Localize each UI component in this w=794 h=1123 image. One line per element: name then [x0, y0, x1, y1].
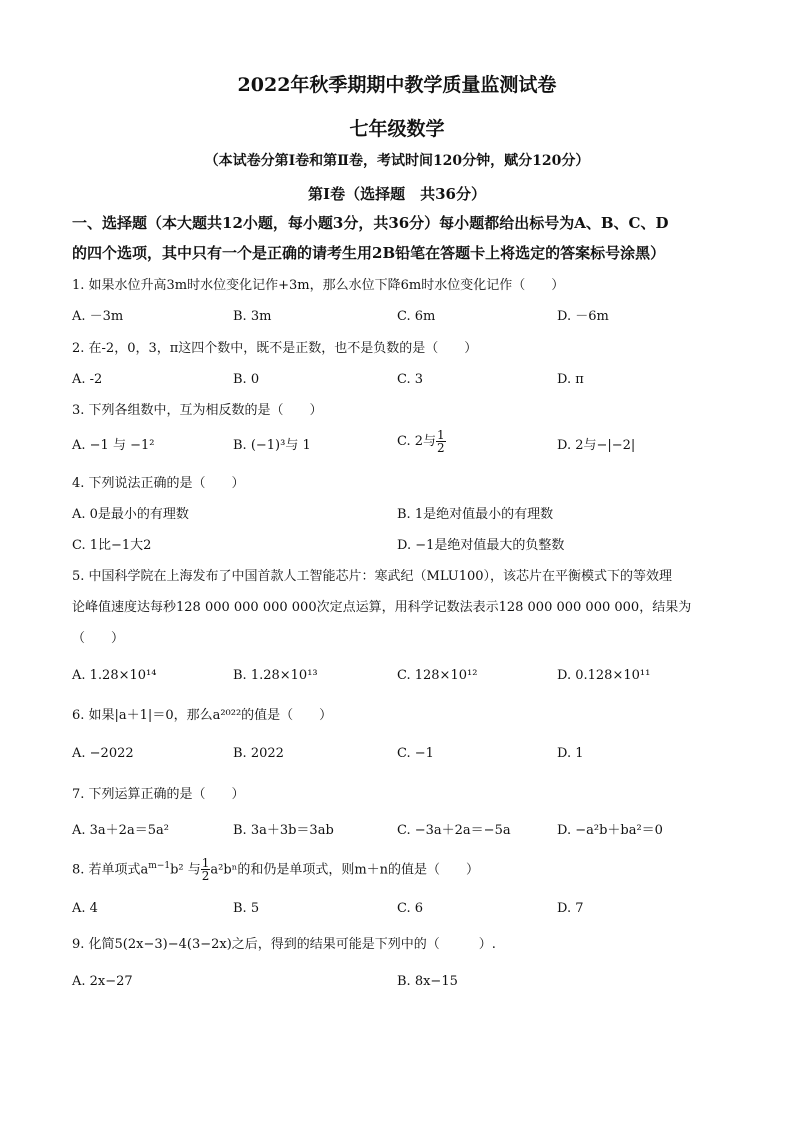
question-2-option-b: B. 0 — [233, 372, 260, 387]
question-8-option-b: B. 5 — [233, 901, 260, 916]
question-3-option-a: A. −1 与 −1² — [72, 438, 155, 453]
question-5-option-c: C. 128×10¹² — [397, 668, 478, 683]
question-4-option-c: C. 1比−1大2 — [72, 538, 152, 553]
question-2-stem: 2. 在-2，0，3，π这四个数中，既不是正数，也不是负数的是（ ） — [72, 341, 478, 356]
question-5-stem-line1: 5. 中国科学院在上海发布了中国首款人工智能芯片：寒武纪（MLU100），该芯片在平衡模式下的等效理 — [72, 569, 673, 584]
question-6-option-d: D. 1 — [557, 746, 584, 761]
question-3-option-c — [397, 429, 446, 454]
question-8-option-d: D. 7 — [557, 901, 584, 916]
question-1-stem: 1. 如果水位升高3m时水位变化记作+3m，那么水位下降6m时水位变化记作（ ） — [72, 278, 565, 293]
question-6-option-c: C. −1 — [397, 746, 434, 761]
exam-note: （本试卷分第Ⅰ卷和第Ⅱ卷，考试时间120分钟，赋分120分） — [204, 153, 590, 169]
question-7-option-c: C. −3a＋2a＝−5a — [397, 823, 511, 838]
question-1-option-c: C. 6m — [397, 309, 436, 324]
exam-subject: 七年级数学 — [349, 118, 445, 140]
question-9-option-b: B. 8x−15 — [397, 974, 458, 989]
question-8-option-a: A. 4 — [72, 901, 98, 916]
question-2-option-d: D. π — [557, 372, 584, 387]
question-3-stem: 3. 下列各组数中，互为相反数的是（ ） — [72, 403, 323, 418]
question-9-stem: 9. 化简5(2x−3)−4(3−2x)之后，得到的结果可能是下列中的（ ）. — [72, 937, 496, 952]
question-6-stem: 6. 如果|a＋1|＝0，那么a²⁰²²的值是（ ） — [72, 708, 333, 723]
question-7-stem: 7. 下列运算正确的是（ ） — [72, 787, 245, 802]
section-instructions-line2: 的四个选项，其中只有一个是正确的请考生用2B铅笔在答题卡上将选定的答案标号涂黑） — [72, 244, 666, 262]
question-5-stem-line2: 论峰值速度达每秒128 000 000 000 000次定点运算，用科学记数法表示128 000 000 000 000，结果为 — [72, 600, 692, 615]
question-4-stem: 4. 下列说法正确的是（ ） — [72, 476, 245, 491]
question-5-option-b: B. 1.28×10¹³ — [233, 668, 318, 683]
question-1-option-a: A. －3m — [72, 309, 124, 324]
question-8-stem: 8. 若单项式$a^{m-1}b^2$ 与 $\frac{1}{2}$ a²bⁿ的和仍是单项式，则m＋n的值是（ ） — [72, 856, 480, 884]
question-5-option-a: A. 1.28×10¹⁴ — [72, 668, 157, 683]
question-1-option-d: D. －6m — [557, 309, 609, 324]
question-3-option-d: D. 2与−|−2| — [557, 438, 636, 453]
fraction-one-half: $\frac{1}{2}$ — [201, 856, 210, 884]
fraction-one-half: $\frac{1}{2}$ — [437, 428, 445, 455]
question-8-option-c: C. 6 — [397, 901, 424, 916]
question-7-option-a: A. 3a＋2a＝5a² — [72, 823, 169, 838]
question-2-option-c: C. 3 — [397, 372, 424, 387]
question-5-option-d: D. 0.128×10¹¹ — [557, 668, 651, 683]
question-7-option-b: B. 3a＋3b＝3ab — [233, 823, 334, 838]
question-2-option-a: A. -2 — [72, 372, 103, 387]
question-6-option-a: A. −2022 — [72, 746, 134, 761]
question-7-option-d: D. −a²b＋ba²＝0 — [557, 823, 663, 838]
question-5-stem-line3: （ ） — [72, 631, 125, 646]
question-4-option-a: A. 0是最小的有理数 — [72, 507, 189, 522]
question-3-option-c-text: C. 2与 — [397, 434, 437, 449]
part-heading: 第Ⅰ卷（选择题 共36分） — [308, 185, 486, 203]
question-4-option-b: B. 1是绝对值最小的有理数 — [397, 507, 554, 522]
question-4-option-d: D. −1是绝对值最大的负整数 — [397, 538, 565, 553]
question-3-option-b: B. (−1)³与 1 — [233, 438, 311, 453]
question-9-option-a: A. 2x−27 — [72, 974, 133, 989]
exam-title: 2022年秋季期期中教学质量监测试卷 — [237, 74, 557, 96]
question-1-option-b: B. 3m — [233, 309, 272, 324]
section-instructions-line1: 一、选择题（本大题共12小题，每小题3分，共36分）每小题都给出标号为A、B、C、D — [72, 214, 669, 232]
question-6-option-b: B. 2022 — [233, 746, 284, 761]
